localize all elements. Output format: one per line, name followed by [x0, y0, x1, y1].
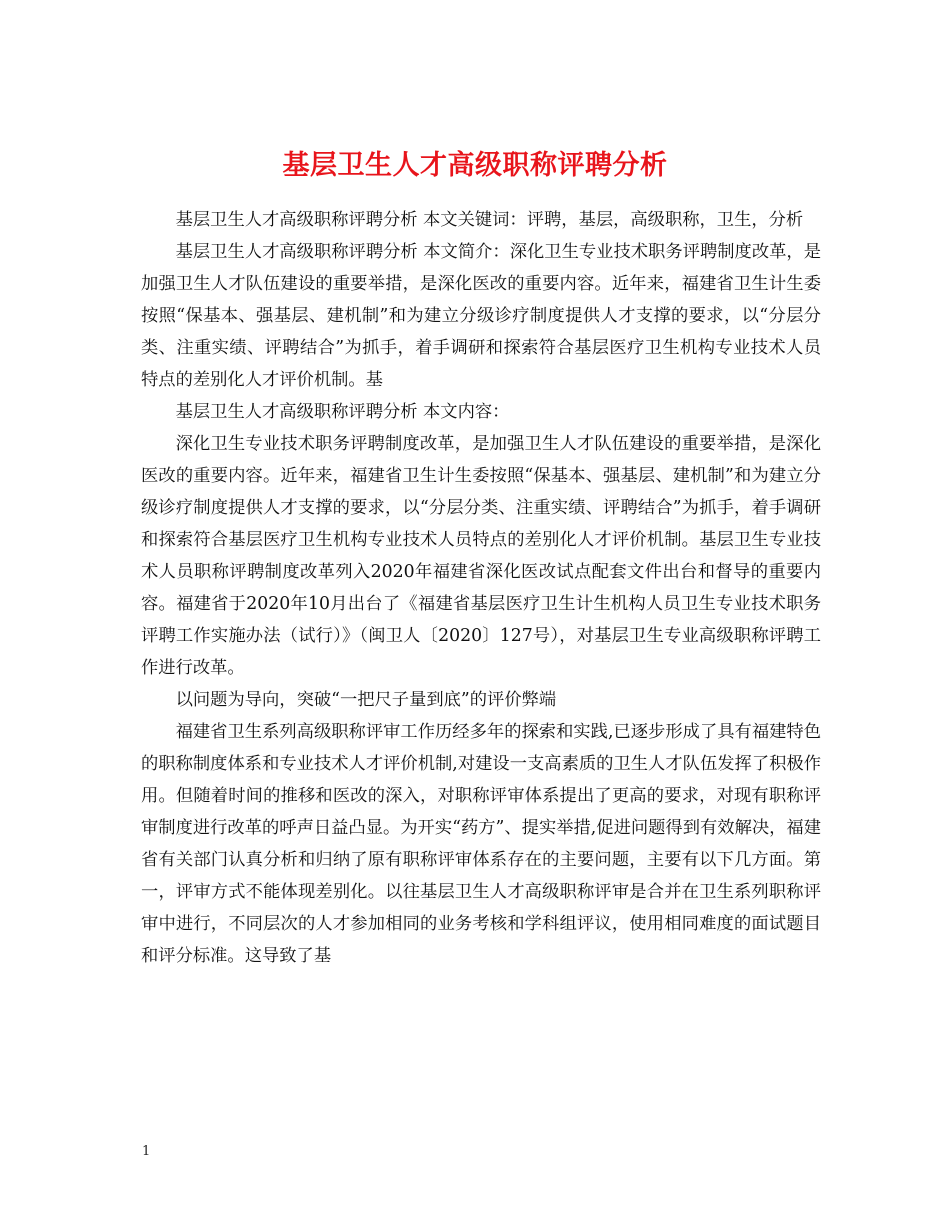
summary-paragraph: 基层卫生人才高级职称评聘分析 本文简介：深化卫生专业技术职务评聘制度改革，是加强卫生人才队伍建设的重要举措，是深化医改的重要内容。近年来，福建省卫生计生委按照“保基本、强基层、建机制”和为建立分级诊疗制度提供人才支撑的要求，以“分层分类、注重实绩、评聘结合”为抓手，着手调研和探索符合基层医疗卫生机构专业技术人员特点的差别化人才评价机制。基 — [141, 242, 821, 390]
content-heading-paragraph: 基层卫生人才高级职称评聘分析 本文内容： — [175, 402, 510, 422]
document-body — [141, 204, 821, 972]
body-paragraph: 深化卫生专业技术职务评聘制度改革，是加强卫生人才队伍建设的重要举措，是深化医改的重要内容。近年来，福建省卫生计生委按照“保基本、强基层、建机制”和为建立分级诊疗制度提供人才支撑的要求，以“分层分类、注重实绩、评聘结合”为抓手，着手调研和探索符合基层医疗卫生机构专业技术人员特点的差别化人才评价机制。基层卫生专业技术人员职称评聘制度改革列入2020年福建省深化医改试点配套文件出台和督导的重要内容。福建省于2020年10月出台了《福建省基层医疗卫生计生机构人员卫生专业技术职务评聘工作实施办法（试行）》（闽卫人〔2020〕127号），对基层卫生专业高级职称评聘工作进行改革。 — [141, 434, 821, 678]
page-number: 1 — [142, 1144, 151, 1159]
section-heading-paragraph: 以问题为导向，突破“一把尺子量到底”的评价弊端 — [175, 690, 557, 710]
keywords-paragraph: 基层卫生人才高级职称评聘分析 本文关键词：评聘，基层，高级职称，卫生，分析 — [175, 210, 804, 230]
document-title: 基层卫生人才高级职称评聘分析 — [282, 150, 668, 182]
body-paragraph: 福建省卫生系列高级职称评审工作历经多年的探索和实践,已逐步形成了具有福建特色的职称制度体系和专业技术人才评价机制,对建设一支高素质的卫生人才队伍发挥了积极作用。但随着时间的推移和医改的深入，对职称评审体系提出了更高的要求，对现有职称评审制度进行改革的呼声日益凸显。为开实“药方”、提实举措,促进问题得到有效解决，福建省有关部门认真分析和归纳了原有职称评审体系存在的主要问题，主要有以下几方面。第一，评审方式不能体现差别化。以往基层卫生人才高级职称评审是合并在卫生系列职称评审中进行，不同层次的人才参加相同的业务考核和学科组评议，使用相同难度的面试题目和评分标准。这导致了基 — [141, 722, 821, 966]
